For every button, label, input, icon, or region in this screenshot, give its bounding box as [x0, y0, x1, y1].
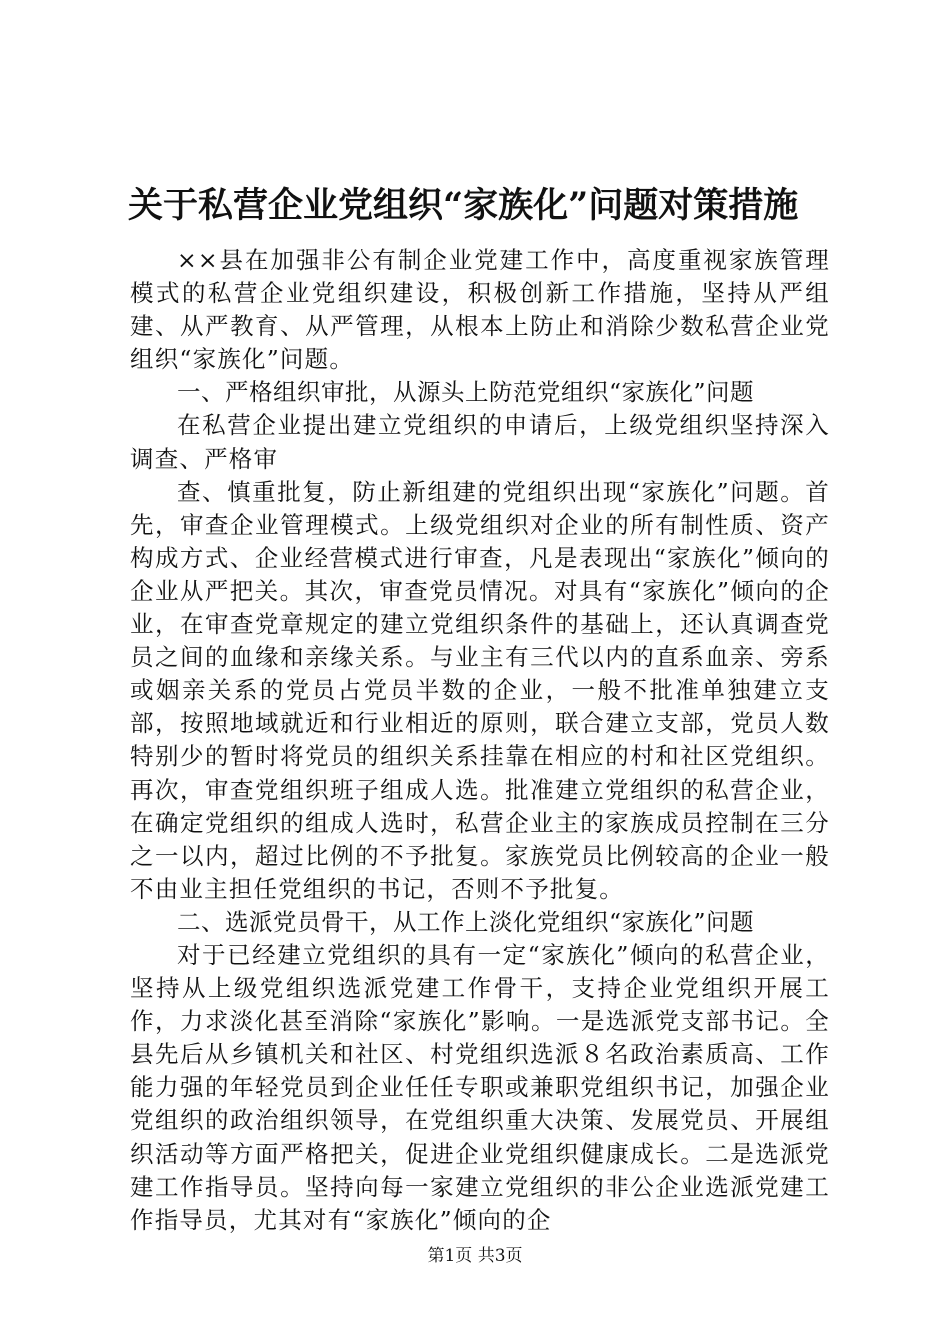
document-title: 关于私营企业党组织“家族化”问题对策措施: [128, 185, 799, 226]
section-1-paragraph-2: 查、慎重批复，防止新组建的党组织出现“家族化”问题。首先，审查企业管理模式。上级党组织对企业的所有制性质、资产构成方式、企业经营模式进行审查，凡是表现出“家族化”倾向的企业从严把关。其次，审查党员情况。对具有“家族化”倾向的企业，在审查党章规定的建立党组织条件的基础上，还认真调查党员之间的血缘和亲缘关系。与业主有三代以内的直系血亲、旁系或姻亲关系的党员占党员半数的企业，一般不批准单独建立支部，按照地域就近和行业相近的原则，联合建立支部，党员人数特别少的暂时将党员的组织关系挂靠在相应的村和社区党组织。再次，审查党组织班子组成人选。批准建立党组织的私营企业，在确定党组织的组成人选时，私营企业主的家族成员控制在三分之一以内，超过比例的不予批复。家族党员比例较高的企业一般不由业主担任党组织的书记，否则不予批复。: [130, 477, 830, 903]
document-body: [130, 244, 830, 1237]
page-footer: 第1页 共3页: [427, 1246, 523, 1266]
section-1-paragraph-1: 在私营企业提出建立党组织的申请后，上级党组织坚持深入调查、严格审: [130, 411, 830, 473]
intro-paragraph: ××县在加强非公有制企业党建工作中，高度重视家族管理模式的私营企业党组织建设，积极创新工作措施，坚持从严组建、从严教育、从严管理，从根本上防止和消除少数私营企业党组织“家族化”问题。: [130, 246, 830, 374]
section-heading-1: 一、严格组织审批，从源头上防范党组织“家族化”问题: [177, 378, 755, 407]
section-2-paragraph-1: 对于已经建立党组织的具有一定“家族化”倾向的私营企业，坚持从上级党组织选派党建工作骨干，支持企业党组织开展工作，力求淡化甚至消除“家族化”影响。一是选派党支部书记。全县先后从乡镇机关和社区、村党组织选派８名政治素质高、工作能力强的年轻党员到企业任任专职或兼职党组织书记，加强企业党组织的政治组织领导，在党组织重大决策、发展党员、开展组织活动等方面严格把关，促进企业党组织健康成长。二是选派党建工作指导员。坚持向每一家建立党组织的非公企业选派党建工作指导员，尤其对有“家族化”倾向的企: [130, 940, 830, 1234]
section-heading-2: 二、选派党员骨干，从工作上淡化党组织“家族化”问题: [177, 907, 755, 936]
